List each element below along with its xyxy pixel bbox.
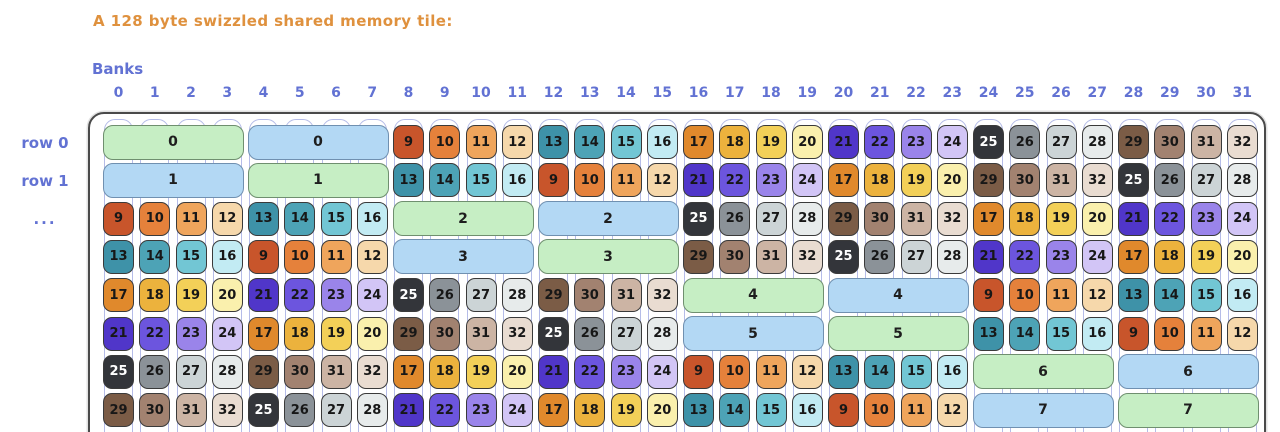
memory-cell: 23 [321,278,352,312]
bank-number: 16 [688,85,709,101]
memory-cell: 29 [1118,125,1149,159]
memory-cell: 18 [284,317,315,351]
memory-cell: 30 [1154,125,1185,159]
memory-cell: 13 [393,163,424,197]
memory-cell: 21 [1118,202,1149,236]
memory-cell: 26 [1154,163,1185,197]
memory-cell: 25 [393,278,424,312]
memory-cell: 21 [103,317,134,351]
memory-cell: 21 [683,163,714,197]
bank-number: 9 [439,85,450,101]
bank-number: 24 [978,85,999,101]
memory-cell: 9 [248,240,279,274]
memory-cell: 29 [103,393,134,427]
memory-cell: 29 [683,240,714,274]
bank-number: 17 [725,85,745,101]
memory-cell: 27 [901,240,932,274]
bank-number: 11 [507,85,527,101]
memory-cell: 26 [1009,125,1040,159]
memory-cell: 23 [611,355,642,389]
memory-cell: 13 [1118,278,1149,312]
bank-number: 1 [149,85,160,101]
memory-cell: 15 [611,125,642,159]
memory-cell: 9 [393,125,424,159]
memory-cell: 22 [284,278,315,312]
bank-number: 14 [616,85,636,101]
memory-cell: 29 [828,202,859,236]
memory-cell: 25 [683,202,714,236]
memory-cell: 21 [248,278,279,312]
memory-cell: 15 [176,240,207,274]
memory-cell: 28 [502,278,533,312]
memory-cell: 28 [1227,163,1258,197]
memory-cell: 15 [756,393,787,427]
memory-cell: 30 [1009,163,1040,197]
memory-cell: 11 [321,240,352,274]
vector-block-blue: 6 [1118,354,1259,389]
memory-cell: 23 [1046,240,1077,274]
memory-cell: 11 [756,355,787,389]
memory-cell: 24 [792,163,823,197]
memory-cell: 27 [756,202,787,236]
memory-cell: 32 [937,202,968,236]
memory-cell: 17 [248,317,279,351]
memory-cell: 18 [429,355,460,389]
memory-cell: 14 [429,163,460,197]
memory-cell: 11 [901,393,932,427]
memory-cell: 22 [719,163,750,197]
memory-cell: 17 [1118,240,1149,274]
memory-cell: 26 [139,355,170,389]
memory-cell: 10 [1154,317,1185,351]
memory-cell: 16 [647,125,678,159]
memory-cell: 13 [828,355,859,389]
memory-cell: 25 [103,355,134,389]
memory-cell: 10 [139,202,170,236]
bank-number: 4 [258,85,269,101]
bank-number: 29 [1160,85,1180,101]
memory-cell: 9 [683,355,714,389]
memory-cell: 22 [864,125,895,159]
bank-number: 8 [403,85,414,101]
bank-number: 25 [1015,85,1035,101]
memory-cell: 22 [1154,202,1185,236]
memory-cell: 24 [502,393,533,427]
memory-cell: 10 [719,355,750,389]
memory-cell: 24 [937,125,968,159]
vector-block-blue: 0 [248,125,389,160]
memory-cell: 19 [901,163,932,197]
memory-cell: 22 [429,393,460,427]
memory-cell: 24 [357,278,388,312]
memory-cell: 19 [756,125,787,159]
memory-cell: 18 [1009,202,1040,236]
memory-cell: 26 [574,317,605,351]
memory-cell: 17 [103,278,134,312]
memory-cell: 12 [1082,278,1113,312]
memory-cell: 11 [466,125,497,159]
memory-cell: 11 [1046,278,1077,312]
vector-block-green: 3 [538,239,679,274]
memory-cell: 32 [647,278,678,312]
vector-block-blue: 1 [103,163,244,198]
bank-number: 22 [906,85,926,101]
memory-cell: 24 [1082,240,1113,274]
memory-cell: 9 [828,393,859,427]
memory-cell: 28 [937,240,968,274]
bank-number: 13 [580,85,600,101]
vector-block-blue: 7 [973,393,1114,428]
memory-cell: 10 [284,240,315,274]
vector-block-green: 4 [683,278,824,313]
bank-number: 27 [1087,85,1107,101]
bank-number: 10 [471,85,491,101]
memory-cell: 29 [538,278,569,312]
row-label-1: row 1 [21,172,69,190]
memory-cell: 24 [212,317,243,351]
memory-cell: 11 [176,202,207,236]
memory-cell: 13 [973,317,1004,351]
memory-cell: 14 [1009,317,1040,351]
bank-number: 15 [652,85,672,101]
memory-cell: 10 [1009,278,1040,312]
memory-cell: 19 [611,393,642,427]
memory-cell: 23 [1191,202,1222,236]
memory-cell: 17 [683,125,714,159]
memory-cell: 11 [611,163,642,197]
memory-cell: 31 [176,393,207,427]
memory-cell: 31 [466,317,497,351]
memory-cell: 22 [574,355,605,389]
memory-cell: 27 [1191,163,1222,197]
memory-cell: 25 [828,240,859,274]
memory-cell: 17 [538,393,569,427]
memory-cell: 16 [937,355,968,389]
memory-cell: 20 [212,278,243,312]
memory-cell: 25 [1118,163,1149,197]
memory-cell: 15 [321,202,352,236]
memory-cell: 12 [937,393,968,427]
memory-cell: 12 [212,202,243,236]
bank-number: 5 [294,85,305,101]
memory-cell: 28 [357,393,388,427]
memory-cell: 14 [719,393,750,427]
memory-cell: 12 [1227,317,1258,351]
row-label-0: row 0 [21,134,69,152]
memory-cell: 9 [973,278,1004,312]
memory-cell: 27 [176,355,207,389]
bank-number: 12 [543,85,564,101]
memory-cell: 9 [538,163,569,197]
vector-block-green: 1 [248,163,389,198]
memory-cell: 31 [1191,125,1222,159]
memory-cell: 10 [574,163,605,197]
vector-block-blue: 4 [828,278,969,313]
memory-cell: 27 [466,278,497,312]
vector-block-green: 0 [103,125,244,160]
memory-cell: 22 [1009,240,1040,274]
row-label-ellipsis: ... [33,210,57,228]
memory-cell: 30 [429,317,460,351]
memory-cell: 31 [321,355,352,389]
memory-cell: 20 [1082,202,1113,236]
memory-cell: 20 [792,125,823,159]
memory-cell: 27 [321,393,352,427]
memory-cell: 31 [901,202,932,236]
memory-cell: 28 [1082,125,1113,159]
memory-cell: 20 [647,393,678,427]
memory-cell: 32 [357,355,388,389]
bank-number: 2 [186,85,196,101]
vector-block-green: 7 [1118,393,1259,428]
memory-cell: 10 [864,393,895,427]
memory-cell: 16 [502,163,533,197]
bank-number: 30 [1196,85,1216,101]
bank-number: 3 [222,85,233,101]
memory-cell: 17 [973,202,1004,236]
vector-block-blue: 2 [538,201,679,236]
memory-cell: 31 [611,278,642,312]
memory-cell: 21 [973,240,1004,274]
memory-cell: 15 [466,163,497,197]
banks-axis-label: Banks [92,60,144,78]
memory-cell: 13 [538,125,569,159]
memory-cell: 23 [756,163,787,197]
bank-number: 6 [331,85,341,101]
memory-cell: 15 [1191,278,1222,312]
bank-number: 19 [797,85,817,101]
memory-cell: 16 [212,240,243,274]
memory-cell: 13 [248,202,279,236]
vector-block-green: 6 [973,354,1114,389]
memory-cell: 24 [647,355,678,389]
memory-cell: 10 [429,125,460,159]
memory-cell: 18 [864,163,895,197]
bank-number: 20 [833,85,854,101]
memory-cell: 20 [1227,240,1258,274]
memory-cell: 25 [973,125,1004,159]
memory-cell: 23 [466,393,497,427]
memory-cell: 21 [828,125,859,159]
memory-cell: 18 [719,125,750,159]
memory-cell: 16 [357,202,388,236]
memory-cell: 16 [792,393,823,427]
memory-cell: 28 [792,202,823,236]
memory-cell: 11 [1191,317,1222,351]
memory-cell: 12 [357,240,388,274]
memory-cell: 28 [647,317,678,351]
memory-cell: 16 [1227,278,1258,312]
memory-cell: 14 [284,202,315,236]
vector-block-green: 2 [393,201,534,236]
memory-cell: 30 [284,355,315,389]
memory-cell: 18 [1154,240,1185,274]
vector-block-green: 5 [828,316,969,351]
memory-cell: 31 [1046,163,1077,197]
memory-cell: 24 [1227,202,1258,236]
memory-cell: 12 [792,355,823,389]
memory-cell: 26 [719,202,750,236]
memory-cell: 9 [1118,317,1149,351]
memory-cell: 14 [574,125,605,159]
memory-cell: 14 [139,240,170,274]
bank-number: 18 [761,85,781,101]
memory-cell: 15 [1046,317,1077,351]
memory-cell: 20 [502,355,533,389]
memory-cell: 19 [176,278,207,312]
memory-cell: 19 [1191,240,1222,274]
bank-number: 31 [1232,85,1252,101]
memory-cell: 22 [139,317,170,351]
memory-cell: 21 [393,393,424,427]
memory-cell: 14 [1154,278,1185,312]
memory-cell: 32 [1082,163,1113,197]
memory-cell: 29 [973,163,1004,197]
memory-cell: 9 [103,202,134,236]
memory-cell: 30 [719,240,750,274]
vector-block-blue: 5 [683,316,824,351]
bank-number: 21 [870,85,890,101]
memory-cell: 20 [357,317,388,351]
vector-block-blue: 3 [393,239,534,274]
memory-cell: 16 [1082,317,1113,351]
memory-cell: 12 [502,125,533,159]
memory-cell: 26 [284,393,315,427]
memory-cell: 17 [828,163,859,197]
memory-cell: 23 [901,125,932,159]
memory-cell: 29 [248,355,279,389]
memory-cell: 29 [393,317,424,351]
memory-cell: 26 [429,278,460,312]
memory-cell: 13 [103,240,134,274]
memory-cell: 12 [647,163,678,197]
memory-cell: 23 [176,317,207,351]
memory-cell: 32 [502,317,533,351]
bank-number: 7 [367,85,378,101]
bank-number: 28 [1123,85,1144,101]
memory-cell: 28 [212,355,243,389]
memory-cell: 19 [1046,202,1077,236]
memory-cell: 30 [139,393,170,427]
memory-cell: 18 [139,278,170,312]
memory-cell: 30 [864,202,895,236]
memory-cell: 19 [466,355,497,389]
diagram-title: A 128 byte swizzled shared memory tile: [93,12,453,30]
memory-cell: 32 [792,240,823,274]
bank-number: 0 [113,85,124,101]
memory-cell: 31 [756,240,787,274]
memory-cell: 14 [864,355,895,389]
memory-cell: 27 [611,317,642,351]
bank-number: 23 [942,85,962,101]
memory-cell: 18 [574,393,605,427]
memory-cell: 27 [1046,125,1077,159]
memory-cell: 19 [321,317,352,351]
memory-cell: 17 [393,355,424,389]
memory-cell: 13 [683,393,714,427]
memory-cell: 20 [937,163,968,197]
memory-cell: 25 [248,393,279,427]
memory-cell: 26 [864,240,895,274]
memory-cell: 30 [574,278,605,312]
memory-cell: 21 [538,355,569,389]
memory-cell: 25 [538,317,569,351]
memory-cell: 32 [212,393,243,427]
memory-cell: 32 [1227,125,1258,159]
memory-cell: 15 [901,355,932,389]
bank-number: 26 [1051,85,1071,101]
